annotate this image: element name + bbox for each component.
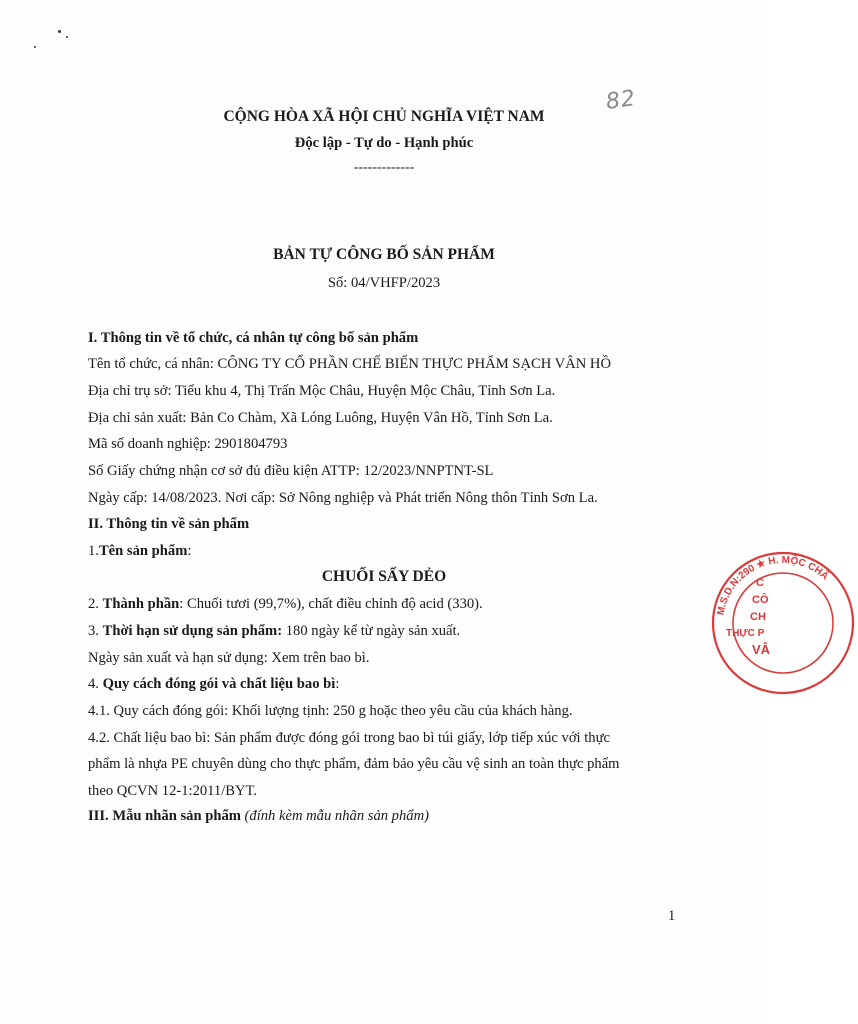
handwritten-note: 82	[604, 86, 638, 115]
document-title: BẢN TỰ CÔNG BỐ SẢN PHẨM	[273, 246, 495, 263]
seal-line-4: THỰC P	[726, 628, 765, 639]
seal-ring-text: M.S.D.N:290 ★ H. MỘC CHÂ	[715, 554, 831, 617]
issue-date-line	[88, 490, 598, 507]
ingredients-prefix: 2.	[88, 596, 103, 612]
tax-code-line	[88, 436, 287, 453]
section-3-line	[88, 808, 429, 825]
packaging-material-line-2: phẩm là nhựa PE chuyên dùng cho thực phẩm, đảm bảo yêu cầu vệ sinh an toàn thực phẩm	[88, 756, 620, 772]
head-office-value: Tiểu khu 4, Thị Trấn Mộc Châu, Huyện Mộc Châu, Tỉnh Sơn La.	[174, 383, 556, 399]
section-1-heading: I. Thông tin về tổ chức, cá nhân tự công bố sản phẩm	[88, 330, 419, 346]
production-address-value: Bản Co Chàm, Xã Lóng Luông, Huyện Vân Hồ, Tỉnh Sơn La.	[190, 410, 553, 426]
tax-code-label: Mã số doanh nghiệp:	[88, 436, 215, 452]
seal-line-5: VÂ	[752, 642, 771, 657]
scan-speck	[34, 46, 36, 48]
product-name-line	[88, 543, 191, 560]
product-name-label: Tên sản phẩm	[98, 543, 188, 559]
section-2-heading: II. Thông tin về sản phẩm	[88, 516, 250, 532]
seal-line-2: CÔ	[752, 594, 769, 606]
section-3-heading: III. Mẫu nhãn sản phẩm	[88, 808, 245, 824]
ingredients-label: Thành phần	[102, 596, 180, 612]
company-seal	[708, 548, 858, 698]
certificate-value: 12/2023/NNPTNT-SL	[363, 463, 494, 479]
production-address-line	[88, 410, 553, 427]
org-name-line	[88, 356, 611, 373]
page-number: 1	[668, 908, 676, 924]
tax-code-value: 2901804793	[214, 436, 288, 452]
head-office-label: Địa chỉ trụ sở:	[88, 383, 175, 399]
org-name-value: CÔNG TY CỔ PHẦN CHẾ BIẾN THỰC PHẨM SẠCH VÂN HỒ	[217, 356, 611, 372]
product-name-suffix: :	[187, 543, 192, 559]
scan-speck	[58, 30, 61, 33]
packaging-spec-line: 4.1. Quy cách đóng gói: Khối lượng tịnh: 250 g hoặc theo yêu cầu của khách hàng.	[88, 703, 573, 719]
product-name: CHUỐI SẤY DẺO	[321, 568, 447, 585]
section-3-note: (đính kèm mẫu nhãn sản phẩm)	[244, 808, 429, 824]
ingredients-line	[88, 596, 483, 613]
org-name-label: Tên tổ chức, cá nhân:	[88, 356, 218, 372]
motto: Độc lập - Tự do - Hạnh phúc	[294, 135, 474, 151]
shelf-life-prefix: 3.	[88, 623, 103, 639]
scan-speck	[66, 36, 68, 38]
packaging-suffix: :	[335, 676, 340, 692]
document-number: Số: 04/VHFP/2023	[327, 275, 441, 291]
production-date-line: Ngày sản xuất và hạn sử dụng: Xem trên bao bì.	[88, 650, 370, 666]
product-name-prefix: 1.	[88, 543, 99, 559]
packaging-prefix: 4.	[88, 676, 103, 692]
ingredients-value: : Chuối tươi (99,7%), chất điều chỉnh độ acid (330).	[179, 596, 483, 612]
seal-line-3: CH	[750, 611, 766, 623]
head-office-line	[88, 383, 555, 400]
shelf-life-label: Thời hạn sử dụng sản phẩm:	[102, 623, 283, 639]
shelf-life-line	[88, 623, 460, 640]
separator-line: -------------	[353, 160, 415, 175]
issue-date-label: Ngày cấp:	[88, 490, 152, 506]
seal-line-1: C	[756, 577, 764, 589]
production-address-label: Địa chỉ sản xuất:	[88, 410, 191, 426]
issue-date-value: 14/08/2023. Nơi cấp: Sở Nông nghiệp và Phát triển Nông thôn Tỉnh Sơn La.	[151, 490, 598, 506]
certificate-label: Số Giấy chứng nhận cơ sở đủ điều kiện ATTP:	[88, 463, 364, 479]
shelf-life-value: 180 ngày kể từ ngày sản xuất.	[282, 623, 461, 639]
packaging-heading-line	[88, 676, 339, 693]
certificate-line	[88, 463, 493, 480]
country-header: CỘNG HÒA XÃ HỘI CHỦ NGHĨA VIỆT NAM	[223, 108, 545, 125]
packaging-material-line-3: theo QCVN 12-1:2011/BYT.	[88, 783, 258, 799]
packaging-material-line-1: 4.2. Chất liệu bao bì: Sản phẩm được đóng gói trong bao bì túi giấy, lớp tiếp xúc với thực	[88, 730, 610, 746]
packaging-label: Quy cách đóng gói và chất liệu bao bì	[102, 676, 336, 692]
